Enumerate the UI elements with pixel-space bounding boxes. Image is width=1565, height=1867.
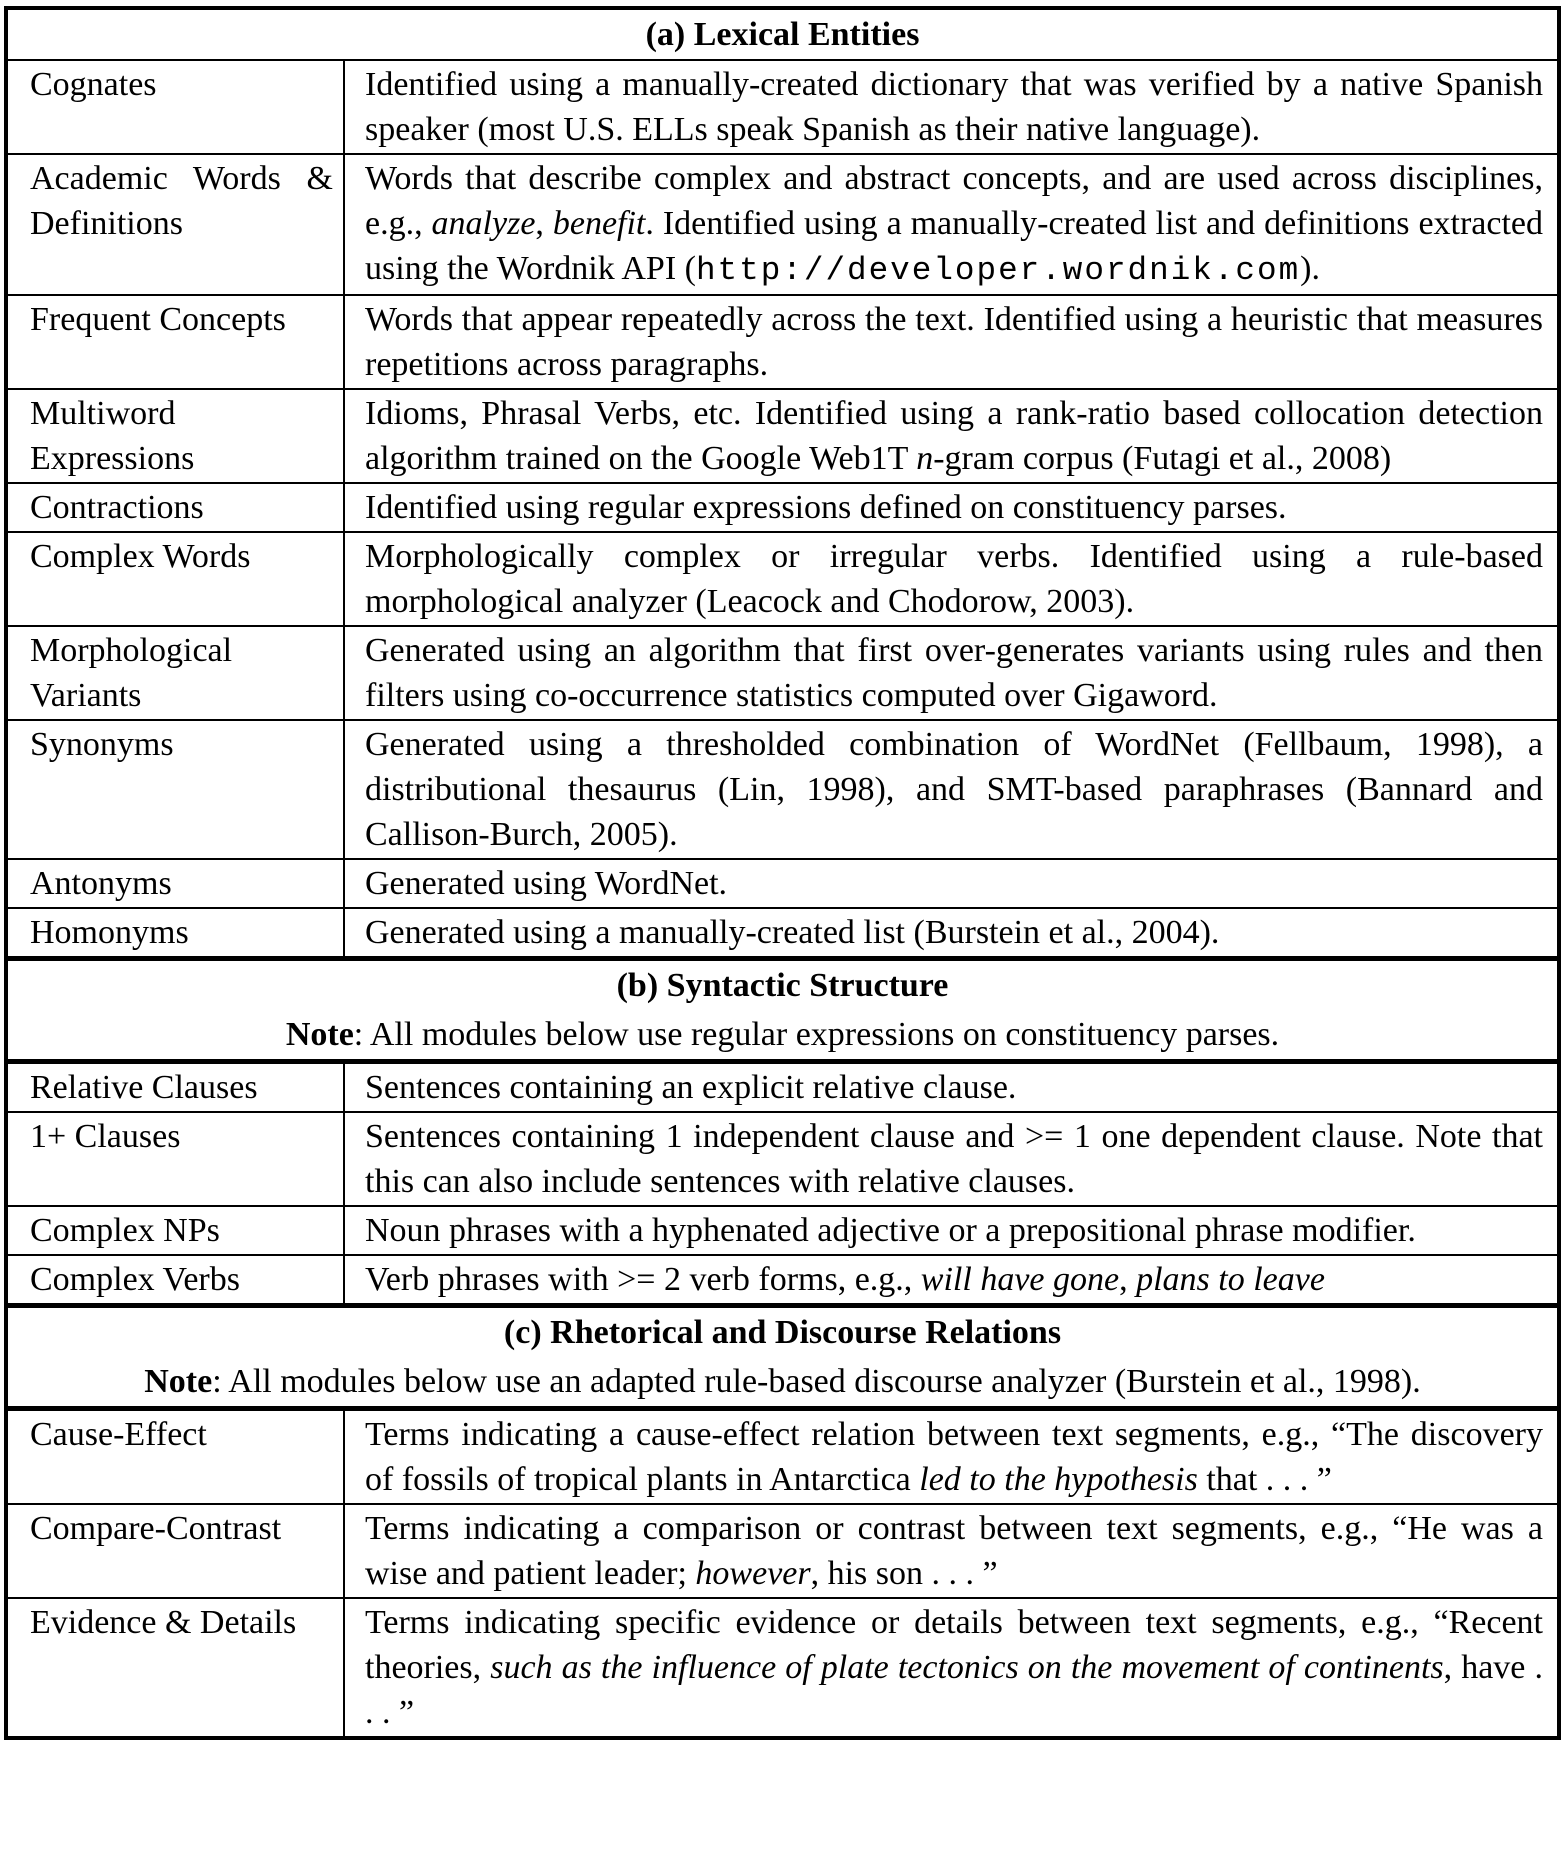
table-row <box>6 532 1559 626</box>
plain-text: Identified using a manually-created dictionary that was verified by a native Spanish speaker (most U.S. ELLs speak Spanish as their native language). <box>365 66 1543 148</box>
italic-text: n <box>916 440 934 477</box>
term-cell: Compare-Contrast <box>6 1504 344 1598</box>
table-row <box>6 483 1559 532</box>
table-row <box>6 1255 1559 1306</box>
feature-table-body <box>6 8 1559 1738</box>
plain-text: Words that appear repeatedly across the text. Identified using a heuristic that measures repetitions across paragraphs. <box>365 301 1543 383</box>
table-row <box>6 1062 1559 1113</box>
bold-text: Note <box>144 1363 213 1400</box>
term-cell: Cognates <box>6 60 344 154</box>
table-row <box>6 1598 1559 1738</box>
table-row <box>6 295 1559 389</box>
plain-text: , <box>535 205 553 242</box>
plain-text: Terms indicating a comparison or contrast between text segments, e.g., “He was a wise and patient leader; <box>365 1510 1543 1592</box>
italic-text: such as the influence of plate tectonics on the movement of continents <box>490 1649 1444 1686</box>
section-title: (b) Syntactic Structure <box>6 959 1559 1011</box>
plain-text: ). <box>1300 250 1320 287</box>
table-row <box>6 389 1559 483</box>
feature-table <box>4 6 1561 1740</box>
description-cell <box>344 483 1559 532</box>
description-cell <box>344 60 1559 154</box>
bold-text: Note <box>285 1016 354 1053</box>
plain-text: Terms indicating specific evidence or details between text segments, e.g., “Recent theories, <box>365 1604 1543 1686</box>
italic-text: will have gone <box>920 1261 1120 1298</box>
term-cell: Multiword Expressions <box>6 389 344 483</box>
plain-text: Identified using regular expressions defined on constituency parses. <box>365 489 1287 526</box>
italic-text: plans to leave <box>1136 1261 1325 1298</box>
plain-text: . Identified using a manually-created list and definitions extracted using the Wordnik API ( <box>365 205 1544 287</box>
term-cell: Cause-Effect <box>6 1409 344 1505</box>
term-cell: 1+ Clauses <box>6 1112 344 1206</box>
description-cell <box>344 1409 1559 1505</box>
section-title: (c) Rhetorical and Discourse Relations <box>6 1306 1559 1358</box>
plain-text: : All modules below use an adapted rule-based discourse analyzer (Burstein et al., 1998). <box>212 1363 1421 1400</box>
section-title: (a) Lexical Entities <box>6 8 1559 60</box>
plain-text: Generated using an algorithm that first over-generates variants using rules and then filters using co-occurrence statistics computed over Gigaword. <box>365 632 1543 714</box>
code-text: http://developer.wordnik.com <box>695 252 1301 289</box>
italic-text: benefit <box>552 205 646 242</box>
description-cell <box>344 859 1559 908</box>
plain-text: Generated using a thresholded combination of WordNet (Fellbaum, 1998), a distributional thesaurus (Lin, 1998), and SMT-based paraphrases (Bannard and Callison-Burch, 2005). <box>365 726 1543 853</box>
description-cell <box>344 295 1559 389</box>
plain-text: Verb phrases with >= 2 verb forms, e.g., <box>365 1261 921 1298</box>
table-row <box>6 1409 1559 1505</box>
term-cell: Contractions <box>6 483 344 532</box>
plain-text: Generated using a manually-created list (Burstein et al., 2004). <box>365 914 1220 951</box>
italic-text: led to the hypothesis <box>919 1461 1198 1498</box>
section-note-row <box>6 1010 1559 1062</box>
section-note-row <box>6 1357 1559 1409</box>
plain-text: Morphologically complex or irregular verbs. Identified using a rule-based morphological analyzer (Leacock and Chodorow, 2003). <box>365 538 1543 620</box>
italic-text: however <box>695 1555 811 1592</box>
table-row <box>6 720 1559 859</box>
term-cell: Complex Words <box>6 532 344 626</box>
table-row <box>6 154 1559 295</box>
plain-text: Idioms, Phrasal Verbs, etc. Identified using a rank-ratio based collocation detection algorithm trained on the Google Web1T <box>365 395 1543 477</box>
plain-text: Terms indicating a cause-effect relation between text segments, e.g., “The discovery of fossils of tropical plants in Antarctica <box>365 1416 1543 1498</box>
table-row <box>6 1504 1559 1598</box>
plain-text: Sentences containing 1 independent clause and >= 1 one dependent clause. Note that this can also include sentences with relative clauses. <box>365 1118 1543 1200</box>
term-cell: Relative Clauses <box>6 1062 344 1113</box>
plain-text: : All modules below use regular expressions on constituency parses. <box>353 1016 1280 1053</box>
plain-text: Generated using WordNet. <box>365 865 728 902</box>
description-cell <box>344 1598 1559 1738</box>
description-cell <box>344 389 1559 483</box>
section-header-row <box>6 1306 1559 1358</box>
section-note <box>6 1010 1559 1062</box>
description-cell <box>344 1112 1559 1206</box>
plain-text: , his son . . . ” <box>810 1555 998 1592</box>
description-cell <box>344 1206 1559 1255</box>
plain-text: that . . . ” <box>1197 1461 1332 1498</box>
term-cell: Homonyms <box>6 908 344 959</box>
table-row <box>6 626 1559 720</box>
description-cell <box>344 908 1559 959</box>
plain-text: , have . . . ” <box>365 1649 1543 1731</box>
plain-text: Words that describe complex and abstract concepts, and are used across disciplines, e.g., <box>365 160 1543 242</box>
plain-text: Sentences containing an explicit relative clause. <box>365 1069 1017 1106</box>
description-cell <box>344 1255 1559 1306</box>
description-cell <box>344 1062 1559 1113</box>
term-cell: Complex NPs <box>6 1206 344 1255</box>
section-header-row <box>6 8 1559 60</box>
term-cell: Evidence & Details <box>6 1598 344 1738</box>
term-cell: Complex Verbs <box>6 1255 344 1306</box>
table-row <box>6 1112 1559 1206</box>
table-row <box>6 908 1559 959</box>
description-cell <box>344 532 1559 626</box>
term-cell: Academic Words & Definitions <box>6 154 344 295</box>
plain-text: -gram corpus (Futagi et al., 2008) <box>933 440 1392 477</box>
italic-text: analyze <box>431 205 536 242</box>
section-header-row <box>6 959 1559 1011</box>
term-cell: Antonyms <box>6 859 344 908</box>
term-cell: Synonyms <box>6 720 344 859</box>
section-note <box>6 1357 1559 1409</box>
description-cell <box>344 1504 1559 1598</box>
table-row <box>6 1206 1559 1255</box>
description-cell <box>344 626 1559 720</box>
term-cell: Frequent Concepts <box>6 295 344 389</box>
description-cell <box>344 154 1559 295</box>
term-cell: Morphological Variants <box>6 626 344 720</box>
plain-text: Noun phrases with a hyphenated adjective or a prepositional phrase modifier. <box>365 1212 1416 1249</box>
plain-text: , <box>1119 1261 1137 1298</box>
description-cell <box>344 720 1559 859</box>
table-row <box>6 60 1559 154</box>
table-row <box>6 859 1559 908</box>
